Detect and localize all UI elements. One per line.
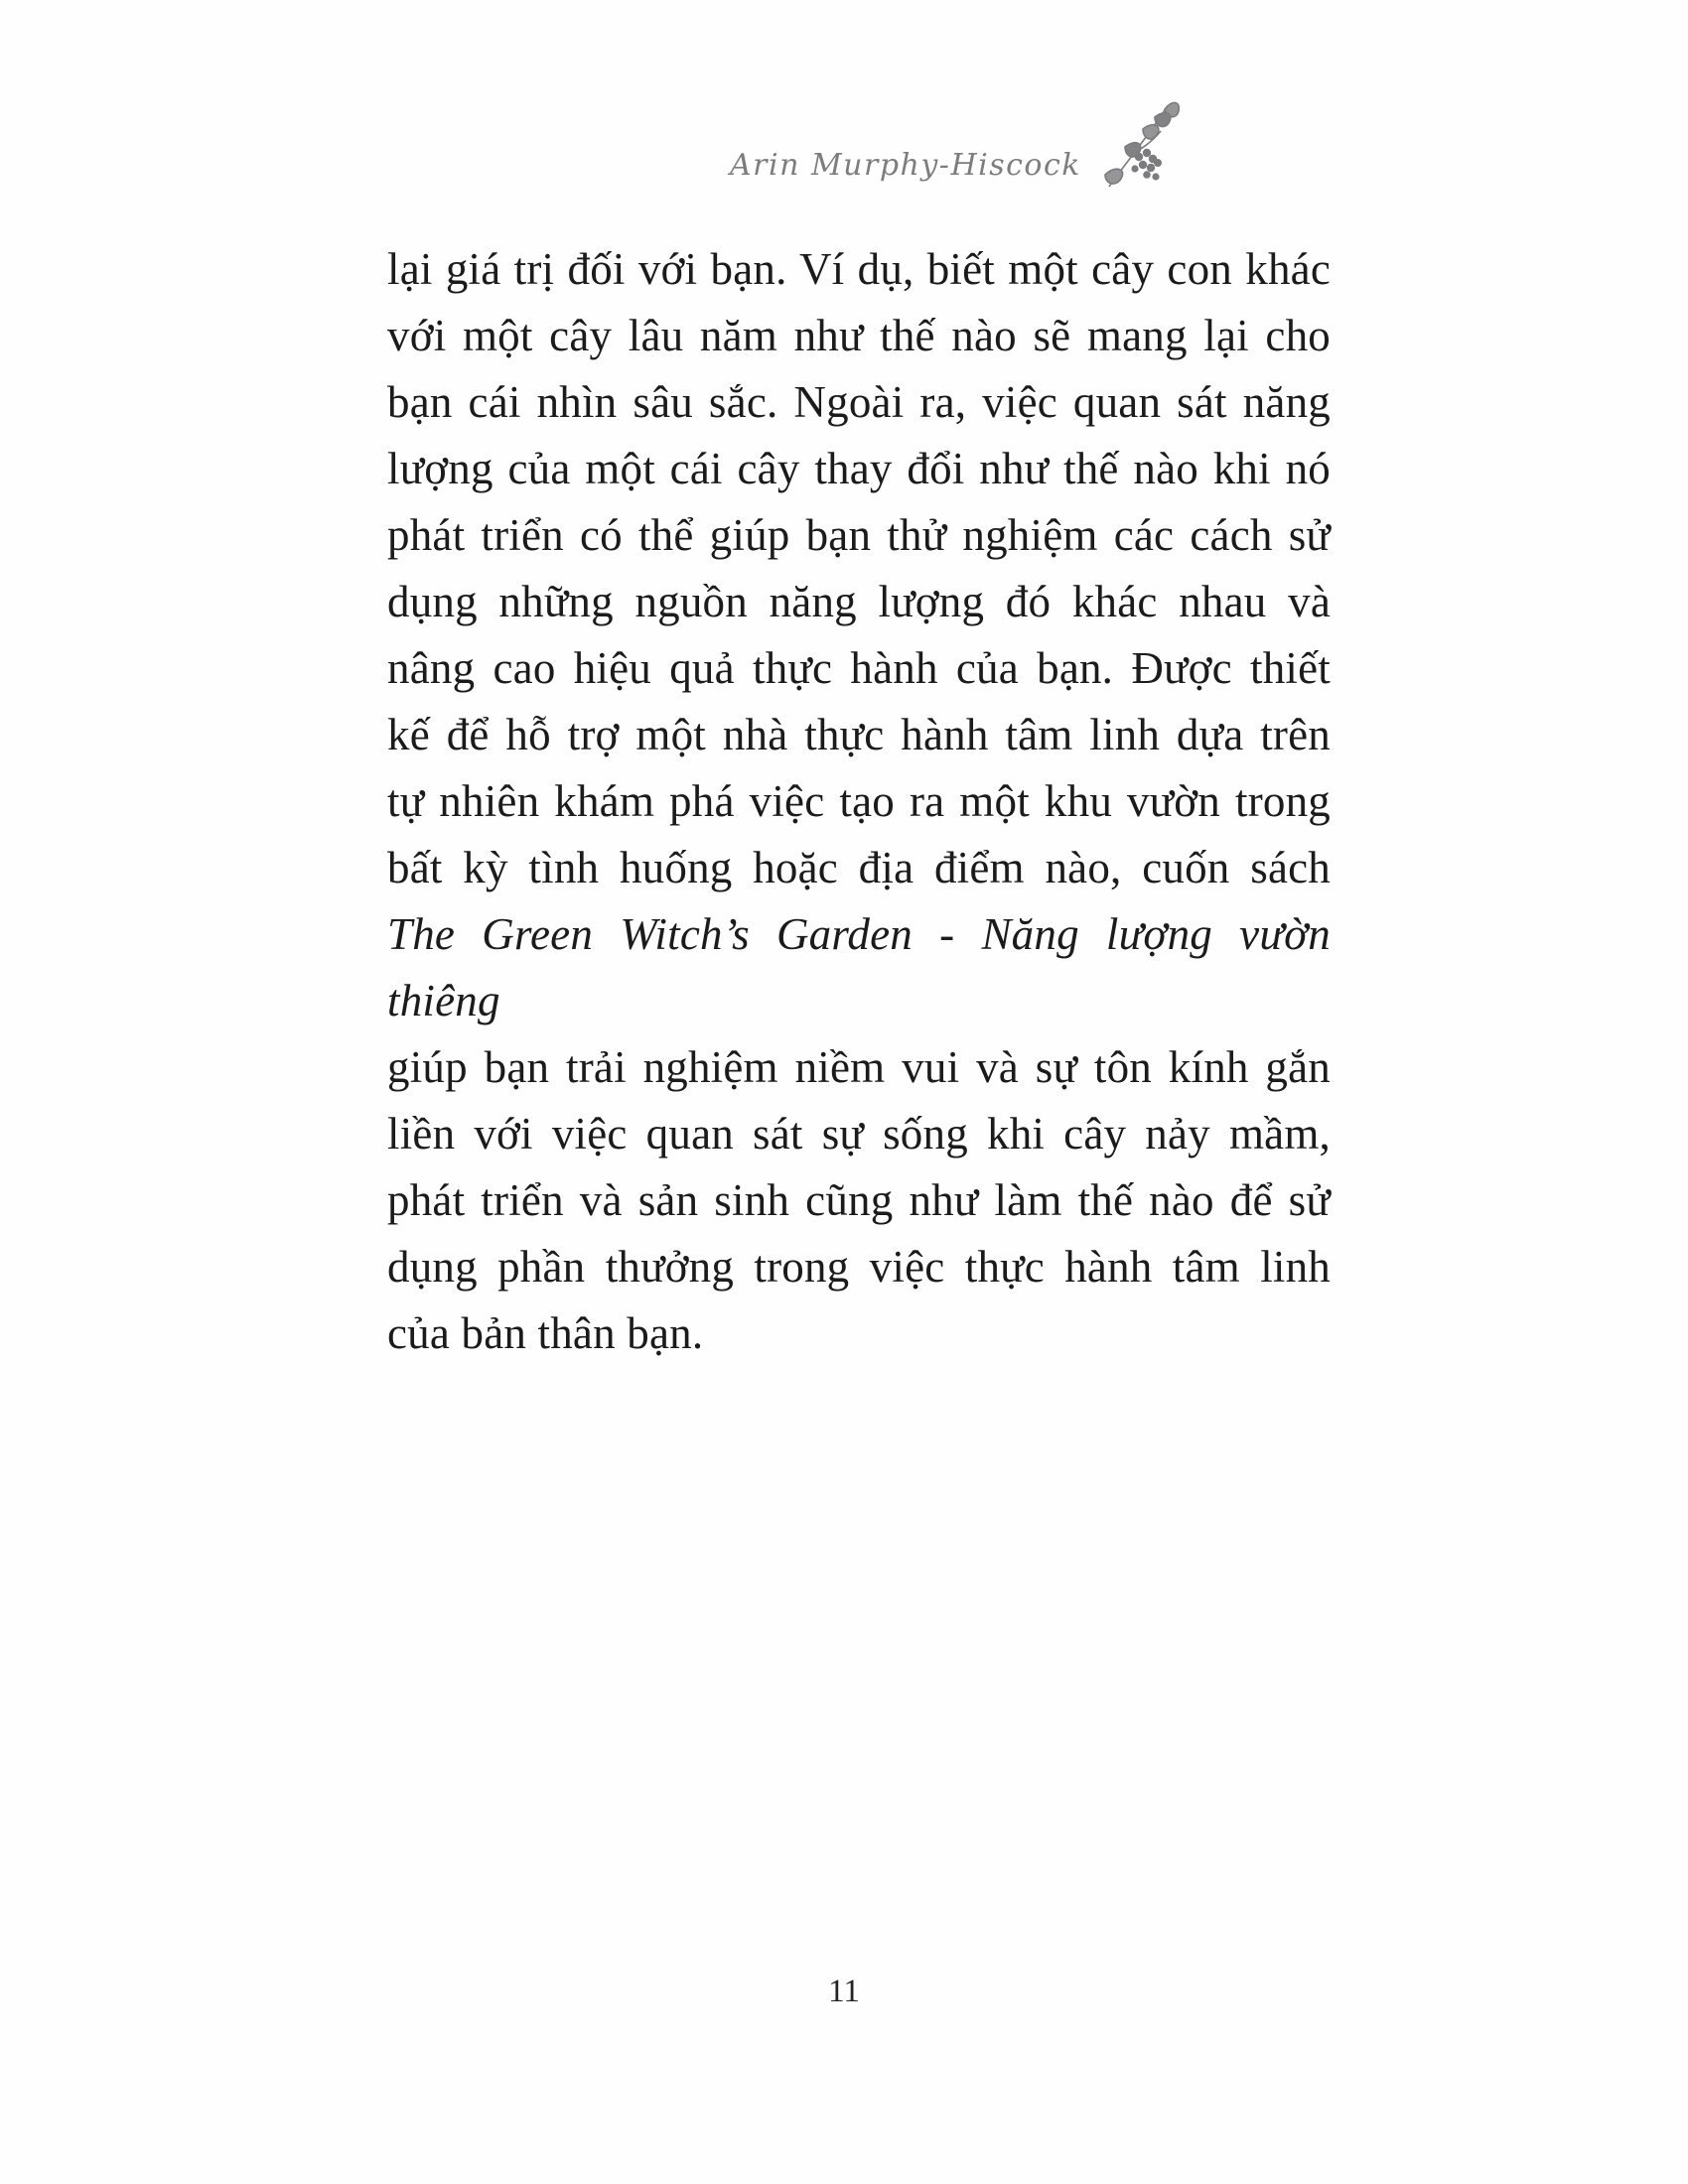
- paragraph-line: tự nhiên khám phá việc tạo ra một khu vườn trong: [387, 776, 1331, 826]
- paragraph-line: bạn cái nhìn sâu sắc. Ngoài ra, việc quan sát năng: [387, 377, 1331, 427]
- paragraph-line: của bản thân bạn.: [387, 1308, 704, 1358]
- paragraph-line: giúp bạn trải nghiệm niềm vui và sự tôn kính gắn: [387, 1042, 1331, 1092]
- paragraph-line: bất kỳ tình huống hoặc địa điểm nào, cuốn sách: [387, 843, 1331, 892]
- paragraph-line: phát triển có thể giúp bạn thử nghiệm các cách sử: [387, 510, 1331, 560]
- paragraph-line: lượng của một cái cây thay đổi như thế nào khi nó: [387, 444, 1331, 493]
- paragraph-line: với một cây lâu năm như thế nào sẽ mang lại cho: [387, 311, 1331, 360]
- paragraph-line-book-title: The Green Witch’s Garden - Năng lượng vườn thiêng: [387, 909, 1331, 1025]
- paragraph-line: nâng cao hiệu quả thực hành của bạn. Được thiết: [387, 643, 1331, 693]
- paragraph-line: phát triển và sản sinh cũng như làm thế nào để sử: [387, 1175, 1331, 1225]
- page-number: 11: [828, 1974, 860, 2009]
- botanical-branch-icon: [1095, 91, 1183, 191]
- paragraph-line: dụng những nguồn năng lượng đó khác nhau và: [387, 577, 1331, 626]
- author-running-head: Arin Murphy-Hiscock: [730, 148, 1081, 183]
- page-header: [730, 91, 1183, 191]
- paragraph-line: kế để hỗ trợ một nhà thực hành tâm linh dựa trên: [387, 710, 1331, 759]
- paragraph-line: dụng phần thưởng trong việc thực hành tâm linh: [387, 1242, 1331, 1292]
- paragraph-line: liền với việc quan sát sự sống khi cây nảy mầm,: [387, 1109, 1331, 1159]
- paragraph-line: lại giá trị đối với bạn. Ví dụ, biết một cây con khác: [387, 244, 1331, 294]
- body-paragraph: [387, 236, 1331, 1367]
